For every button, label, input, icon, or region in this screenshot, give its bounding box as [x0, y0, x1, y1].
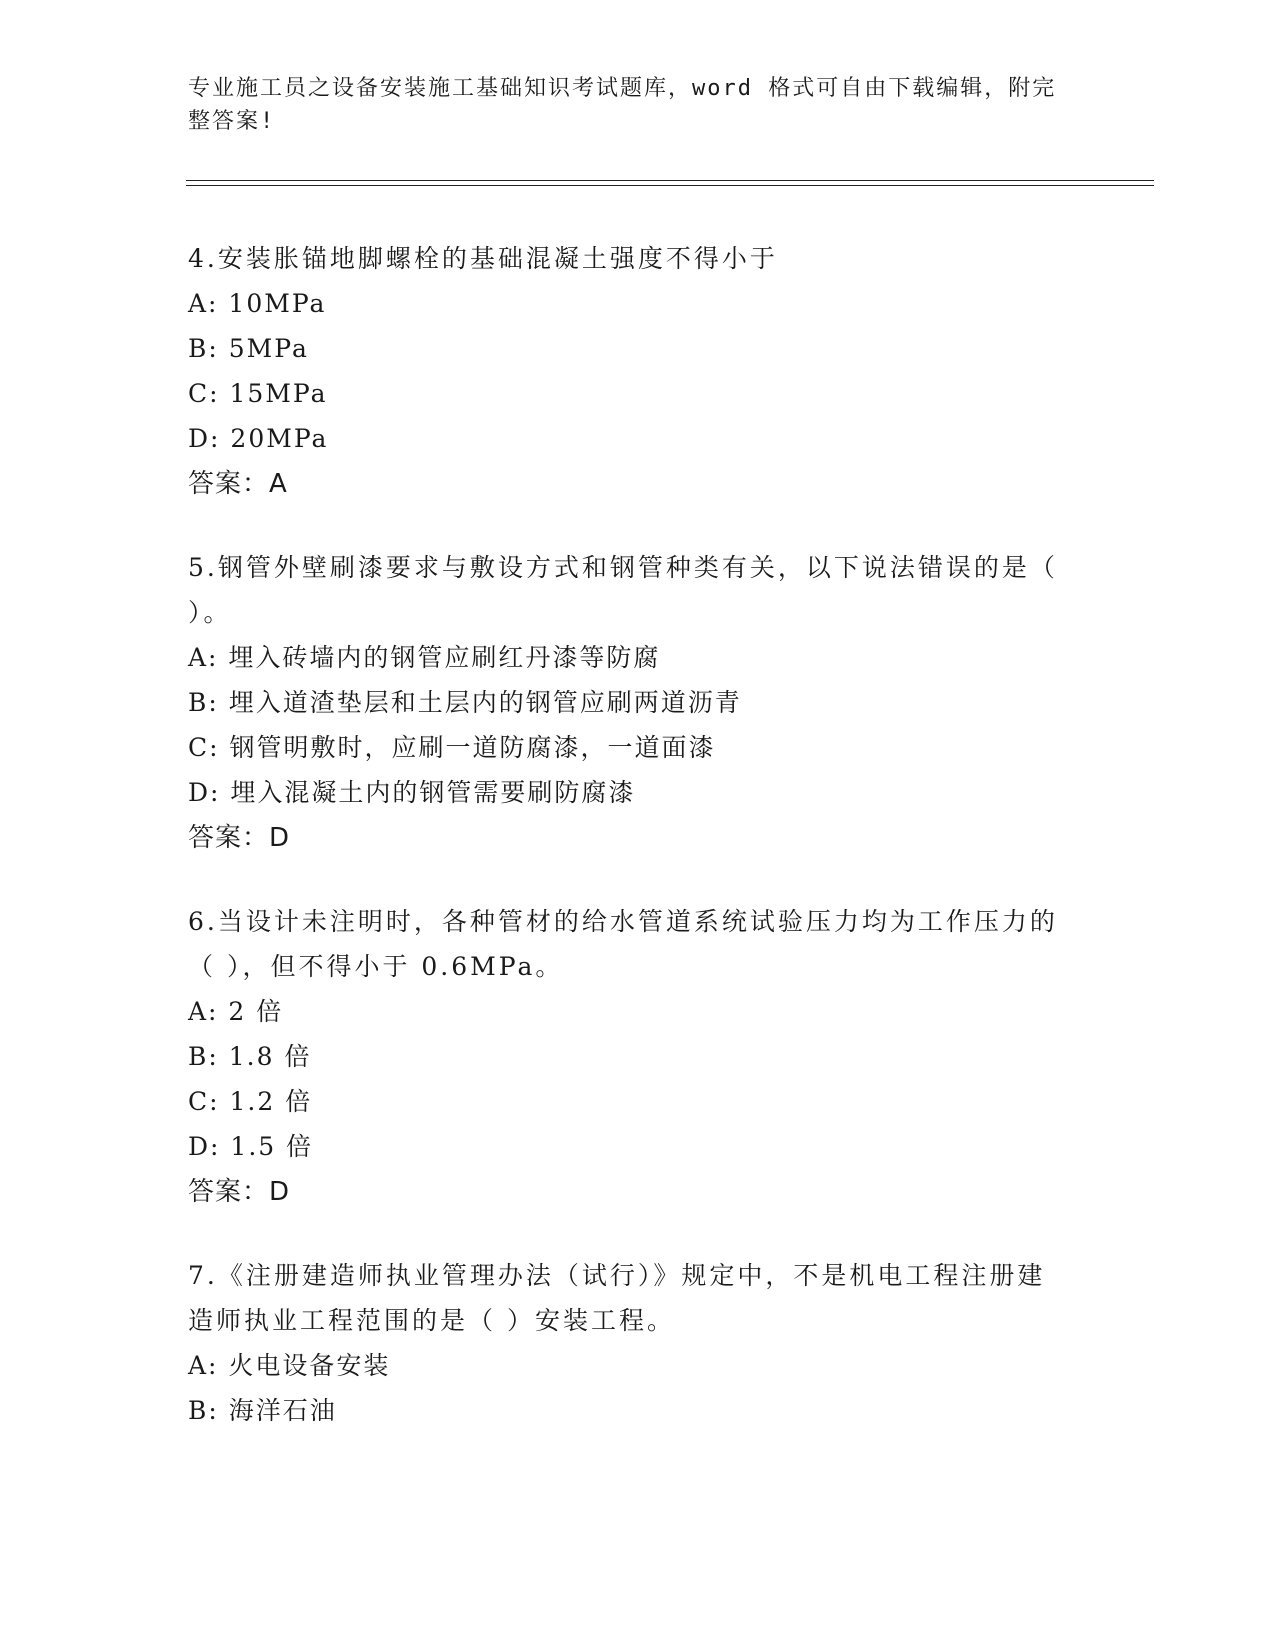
- option-b: B: 1.8 倍: [188, 1042, 312, 1071]
- question-4: [188, 236, 1068, 507]
- document-intro: 专业施工员之设备安装施工基础知识考试题库，word 格式可自由下载编辑，附完整答案!: [188, 76, 1057, 134]
- option-c: C: 1.2 倍: [188, 1087, 313, 1116]
- option-a: A: 2 倍: [188, 997, 284, 1026]
- answer: 答案：A: [188, 469, 288, 499]
- option-b: B: 海洋石油: [188, 1396, 337, 1425]
- option-a: A: 10MPa: [188, 289, 327, 318]
- answer: 答案：D: [188, 823, 291, 853]
- question-5: [188, 545, 1068, 861]
- question-7: [188, 1253, 1068, 1433]
- option-d: D: 埋入混凝土内的钢管需要刷防腐漆: [188, 778, 636, 807]
- option-c: C: 15MPa: [188, 379, 328, 408]
- option-b: B: 5MPa: [188, 334, 309, 363]
- question-stem: 7.《注册建造师执业管理办法（试行）》规定中，不是机电工程注册建造师执业工程范围的是（ ）安装工程。: [188, 1261, 1046, 1335]
- question-stem: 5.钢管外壁刷漆要求与敷设方式和钢管种类有关，以下说法错误的是（ ）。: [188, 553, 1058, 627]
- question-list: [188, 236, 1068, 1471]
- question-6: [188, 899, 1068, 1215]
- answer: 答案：D: [188, 1177, 291, 1207]
- question-stem: 4.安装胀锚地脚螺栓的基础混凝土强度不得小于: [188, 244, 778, 273]
- option-a: A: 埋入砖墙内的钢管应刷红丹漆等防腐: [188, 643, 661, 672]
- question-stem: 6.当设计未注明时，各种管材的给水管道系统试验压力均为工作压力的（ ），但不得小于 0.6MPa。: [188, 907, 1058, 981]
- option-c: C: 钢管明敷时，应刷一道防腐漆，一道面漆: [188, 733, 716, 762]
- option-d: D: 20MPa: [188, 424, 329, 453]
- option-a: A: 火电设备安装: [188, 1351, 391, 1380]
- option-d: D: 1.5 倍: [188, 1132, 314, 1161]
- header-rule-top: [186, 180, 1154, 181]
- option-b: B: 埋入道渣垫层和土层内的钢管应刷两道沥青: [188, 688, 742, 717]
- header-rule-bottom: [186, 185, 1154, 186]
